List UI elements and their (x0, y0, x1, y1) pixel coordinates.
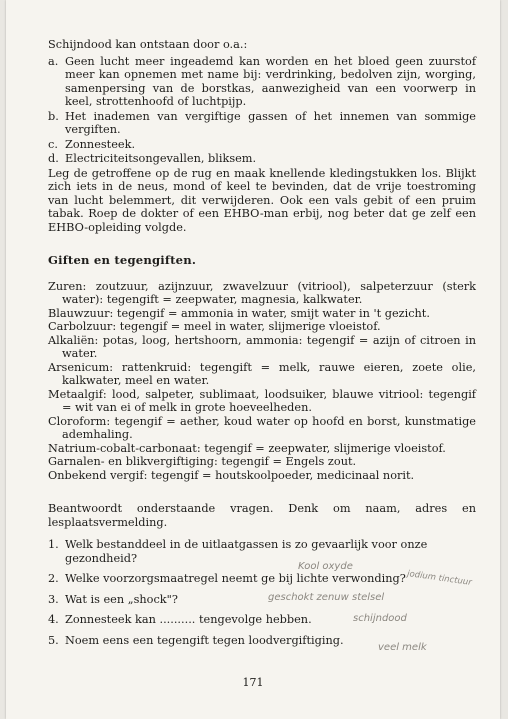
poison-term: Arsenicum: (48, 360, 114, 374)
question-item (48, 633, 476, 653)
list-text: Electriciteitsongevallen, bliksem. (65, 152, 257, 165)
instruction-paragraph: Leg de getroffene op de rug en maak knellende kledingstukken los. Blijkt zich iets in de neus, mond of keel te bevinden, dat de vrije toestroming van lucht belemmert, dit verwijderen. Ook een vals gebit of een pruim tabak. Roep de dokter of een EHBO-man erbij, nog beter dat ge zelf een EHBO-opleiding volgde. (48, 166, 476, 234)
poison-text: tegengif = houtskoolpoeder, medicinaal norit. (147, 468, 415, 482)
poison-text: rattenkruid: tegengift = melk, rauwe eieren, zoete olie, kalkwater, meel en water. (62, 360, 476, 387)
poison-text: tegengif = Engels zout. (217, 455, 357, 468)
poison-text: tegengif = meel in water, slijmerige vloeistof. (116, 320, 381, 333)
question-number: 1. (48, 538, 59, 551)
list-text: Zonnesteek. (65, 137, 136, 151)
question-text: Noem eens een tegengift tegen loodvergiftiging. (65, 633, 344, 647)
handwritten-answer: schijndood (353, 613, 407, 624)
list-item (48, 110, 476, 137)
question-item (48, 538, 476, 572)
list-marker: a. (48, 54, 59, 68)
question-text: Welke voorzorgsmaatregel neemt ge bij lichte verwonding? (65, 572, 406, 585)
poison-entry (48, 334, 476, 361)
poison-text: tegengif = ammonia in water, smijt water in 't gezicht. (113, 306, 430, 320)
poison-term: Onbekend vergif: (48, 468, 148, 482)
poison-text: tegengif = zeepwater, slijmerige vloeistof. (200, 441, 446, 455)
poison-term: Alkaliën: (48, 333, 99, 347)
poison-text: lood, salpeter, sublimaat, loodsuiker, blauwe vitriool: tegengif = wit van ei of melk in grote hoeveelheden. (62, 387, 476, 414)
causes-list (48, 55, 476, 166)
poison-entry (48, 415, 476, 442)
poison-term: Carbolzuur: (48, 320, 117, 333)
poison-entry (48, 442, 476, 456)
poison-text: potas, loog, hertshoorn, ammonia: tegengif = azijn of citroen in water. (62, 333, 476, 360)
poison-term: Garnalen- en blikvergiftiging: (48, 455, 218, 468)
handwritten-answer: veel melk (378, 641, 427, 653)
poison-term: Metaalgif: (48, 387, 107, 401)
question-number: 4. (48, 613, 59, 626)
list-text: Het inademen van vergiftige gassen of het innemen van sommige vergiften. (65, 109, 476, 136)
poison-entry (48, 361, 476, 388)
poison-entry (48, 455, 476, 469)
page-content (48, 38, 476, 654)
poison-entry (48, 320, 476, 334)
question-number: 3. (48, 592, 59, 606)
handwritten-answer: Kool oxyde (298, 561, 353, 572)
questions-intro: Beantwoordt onderstaande vragen. Denk om naam, adres en lesplaatsvermelding. (48, 502, 476, 529)
poison-entry (48, 469, 476, 483)
questions-list (48, 538, 476, 653)
list-item (48, 152, 476, 166)
poison-entry (48, 280, 476, 307)
poison-list (48, 280, 476, 483)
poison-text: tegengif = aether, koud water op hoofd en borst, kunstmatige ademhaling. (62, 414, 476, 441)
poison-term: Natrium-cobalt-carbonaat: (48, 441, 201, 455)
poison-text: zoutzuur, azijnzuur, zwavelzuur (vitriool), salpeterzuur (sterk water): tegengift = zeepwater, magnesia, kalkwater. (62, 279, 476, 306)
poison-entry (48, 388, 476, 415)
question-text: Welk bestanddeel in de uitlaatgassen is zo gevaarlijk voor onze gezondheid? (65, 538, 428, 565)
question-text: Wat is een „shock"? (65, 592, 178, 606)
poison-term: Blauwzuur: (48, 306, 114, 320)
question-item (48, 568, 476, 588)
question-text: Zonnesteek kan .......... tengevolge hebben. (65, 613, 312, 626)
section-title: Giften en tegengiften. (48, 253, 197, 267)
list-text: Geen lucht meer ingeademd kan worden en het bloed geen zuurstof meer kan opnemen met name bij: verdrinking, bedolven zijn, worging, samenpersing van de borstkas, aanwezigheid van een voorwerp in keel, strottenhoofd of luchtpijp. (65, 54, 476, 108)
list-item (48, 55, 476, 109)
handwritten-answer: jodium tinctuur (406, 568, 473, 588)
question-number: 2. (48, 572, 59, 585)
poison-term: Zuren: (48, 279, 87, 293)
page-number: 171 (242, 676, 264, 689)
list-marker: d. (48, 152, 59, 165)
poison-term: Cloroform: (48, 414, 111, 428)
book-page (6, 0, 500, 719)
question-number: 5. (48, 633, 59, 647)
handwritten-answer: geschokt zenuw stelsel (268, 591, 385, 603)
question-item (48, 613, 476, 627)
list-marker: c. (48, 137, 58, 151)
intro-text: Schijndood kan ontstaan door o.a.: (48, 38, 248, 51)
question-item (48, 593, 476, 607)
list-marker: b. (48, 109, 59, 123)
poison-entry (48, 307, 476, 321)
list-item (48, 138, 476, 152)
